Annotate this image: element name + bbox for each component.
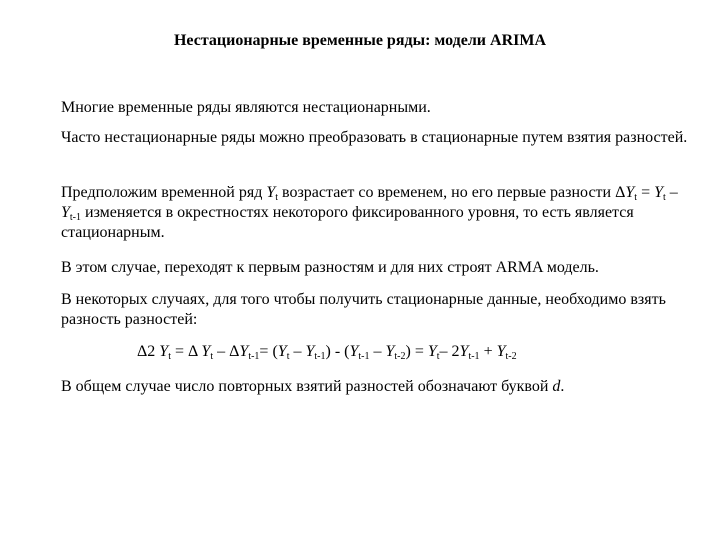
paragraph-arma: В этом случае, переходят к первым разностям и для них строят ARMA модель.	[61, 259, 599, 276]
paragraph-order-d: В общем случае число повторных взятий разностей обозначают буквой d.	[61, 378, 565, 395]
paragraph-nonstationary: Многие временные ряды являются нестационарными.	[61, 99, 431, 116]
paragraph-second-differences: В некоторых случаях, для того чтобы получить стационарные данные, необходимо взять разность разностей:	[61, 291, 666, 328]
paragraph-differencing: Часто нестационарные ряды можно преобразовать в стационарные путем взятия разностей.	[61, 129, 688, 146]
second-difference-formula: Δ2 $Y_t = \Delta$ $Y_t - \Delta Y_{t-1}= (Y_t - Y_{t-1}) - (Y_{t-1} - Y_{t-2}) = Y_t-$ $2Y_{t-1} + Y_{t-2}$	[137, 343, 517, 362]
slide-title: Нестационарные временные ряды: модели ARIMA	[173, 32, 546, 49]
paragraph-first-differences: Предположим временной ряд $Y_t$ возрастает со временем, но его первые разности $\Delta Y_t = Y_t - Y_{t-1}$ изменяется в окрестностях некоторого фиксированного уровня, то есть является стационарным.	[61, 184, 678, 241]
